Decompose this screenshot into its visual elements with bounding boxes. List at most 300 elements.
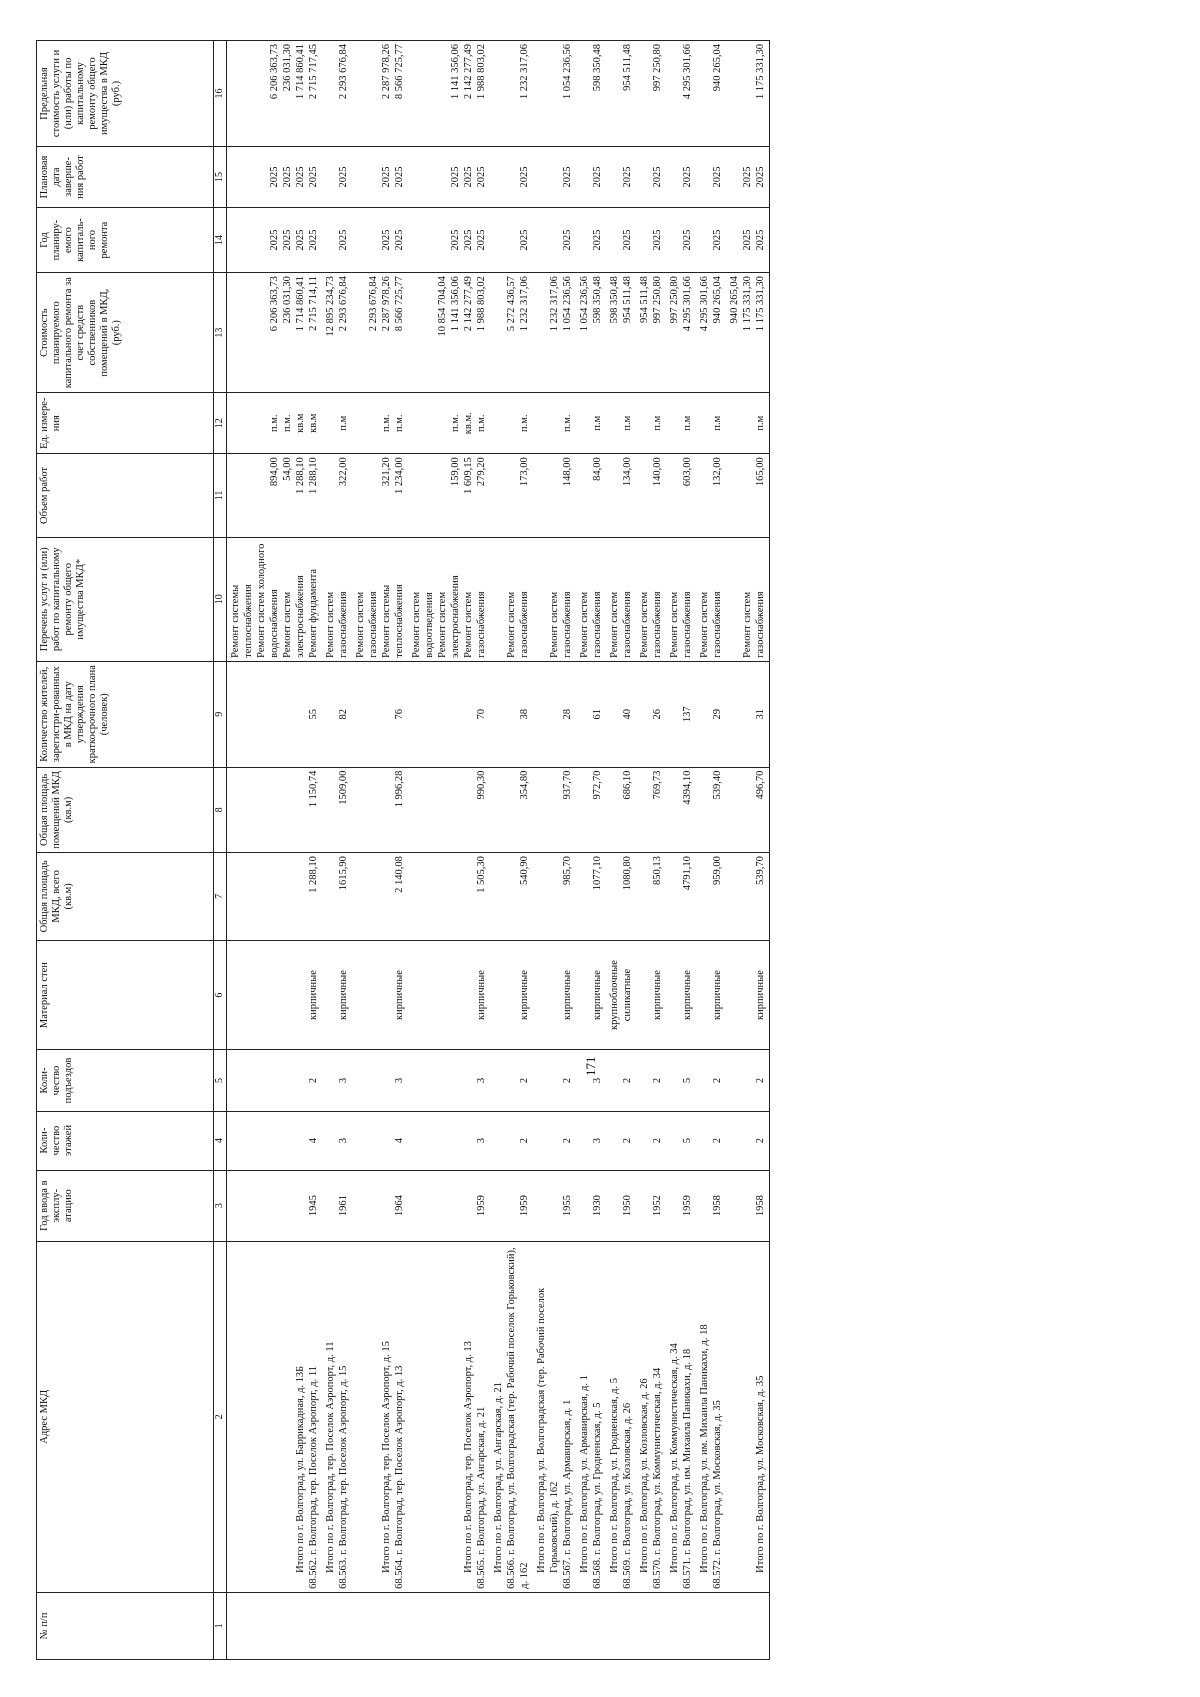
column-number: 7 xyxy=(214,853,227,941)
work-limit: 6 206 363,73 xyxy=(269,44,280,100)
works-list-cell xyxy=(666,537,696,661)
repair-year-cell xyxy=(352,208,408,273)
work-unit: п.м xyxy=(622,415,633,431)
rotated-page xyxy=(36,40,1176,1660)
limit-cost-cell xyxy=(408,41,490,147)
rooms-area-cell: 354,80 xyxy=(490,767,533,852)
work-unit: п.м xyxy=(712,415,723,431)
column-number: 10 xyxy=(214,537,227,661)
work-year: 2025 xyxy=(652,229,663,251)
total-area-cell: 539,70 xyxy=(726,853,770,941)
total-label: Итого по г. Волгоград, тер. Поселок Аэропорт, д. 11 xyxy=(325,1341,336,1573)
work-end: 2025 xyxy=(381,166,392,188)
entrances-cell: 3 xyxy=(408,1050,490,1111)
page-number: 171 xyxy=(583,1056,598,1076)
end-date-cell xyxy=(606,146,636,207)
total-label: Итого по г. Волгоград, ул. Баррикадная, д. 13Б xyxy=(295,1365,306,1573)
floors-cell: 2 xyxy=(490,1111,533,1170)
cost-cell xyxy=(352,273,408,393)
work-volume: 1 288,10 xyxy=(308,457,319,494)
work-end: 2025 xyxy=(622,166,633,188)
object-total-cost: 12 895 234,73 xyxy=(325,276,336,337)
work-name: Ремонт систем электроснабжения xyxy=(437,575,461,658)
end-date-cell xyxy=(636,146,666,207)
floors-cell: 5 xyxy=(666,1111,696,1170)
column-header: Год планиру-емого капиталь-ного ремонта xyxy=(37,208,214,273)
end-date-cell xyxy=(576,146,606,207)
entrances-cell: 2 xyxy=(227,1050,323,1111)
work-year: 2025 xyxy=(308,229,319,251)
capital-repair-table xyxy=(36,40,770,1660)
work-limit: 236 031,30 xyxy=(282,44,293,92)
work-name: Ремонт систем газоснабжения xyxy=(549,591,573,658)
work-end: 2025 xyxy=(592,166,603,188)
work-unit: кв.м xyxy=(308,413,319,433)
work-volume: 279,20 xyxy=(476,457,487,487)
rooms-area-cell: 1509,00 xyxy=(322,767,352,852)
limit-cost-cell xyxy=(666,41,696,147)
table-row xyxy=(726,41,770,1660)
column-header: Материал стен xyxy=(37,940,214,1050)
total-label: Итого по г. Волгоград, ул. Козловская, д. 26 xyxy=(639,1378,650,1573)
column-number: 12 xyxy=(214,393,227,454)
volume-cell xyxy=(322,454,352,537)
column-number: 14 xyxy=(214,208,227,273)
work-volume: 1 234,00 xyxy=(394,457,405,494)
work-limit: 997 250,80 xyxy=(652,44,663,92)
year-built-cell: 1964 xyxy=(352,1170,408,1241)
object-total-cost: 954 511,48 xyxy=(639,276,650,323)
column-header: Объем работ xyxy=(37,454,214,537)
work-cost: 1 232 317,06 xyxy=(519,276,530,332)
work-name: Ремонт систем газоснабжения xyxy=(325,591,349,658)
works-list-cell xyxy=(490,537,533,661)
work-volume: 140,00 xyxy=(652,457,663,487)
item-address: 68.563. г. Волгоград, тер. Поселок Аэропорт, д. 15 xyxy=(338,1365,349,1589)
residents-cell: 82 xyxy=(322,661,352,767)
work-cost: 598 350,48 xyxy=(592,276,603,324)
year-built-cell: 1958 xyxy=(696,1170,726,1241)
floors-cell: 2 xyxy=(636,1111,666,1170)
work-name: Ремонт систем газоснабжения xyxy=(355,591,379,658)
row-number-cell xyxy=(696,1592,726,1659)
work-end: 2025 xyxy=(682,166,693,188)
work-unit: п.м. xyxy=(269,414,280,432)
repair-year-cell xyxy=(726,208,770,273)
work-volume: 173,00 xyxy=(519,457,530,487)
work-name: Ремонт системы теплоснабжения xyxy=(381,584,405,658)
wall-material-cell: кирпичные xyxy=(666,940,696,1050)
column-header: Плановая дата заверше-ния работ xyxy=(37,146,214,207)
cost-cell xyxy=(666,273,696,393)
work-end: 2025 xyxy=(269,166,280,188)
work-cost: 2 287 978,26 xyxy=(381,276,392,332)
unit-cell xyxy=(576,393,606,454)
end-date-cell xyxy=(696,146,726,207)
object-total-cost: 2 293 676,84 xyxy=(368,276,379,332)
total-area-cell: 1077,10 xyxy=(576,853,606,941)
item-address: 68.562. г. Волгоград, тер. Поселок Аэропорт, д. 11 xyxy=(308,1366,319,1589)
work-name: Ремонт систем газоснабжения xyxy=(742,591,766,658)
work-unit: кв.м. xyxy=(463,412,474,435)
column-number: 13 xyxy=(214,273,227,393)
limit-cost-cell xyxy=(322,41,352,147)
unit-cell xyxy=(726,393,770,454)
residents-cell: 38 xyxy=(490,661,533,767)
address-cell xyxy=(576,1241,606,1592)
cost-cell xyxy=(726,273,770,393)
column-header: Количество жителей, зарегистри-рованных в МКД на дату утверждения краткосрочного плана (человек) xyxy=(37,661,214,767)
item-address: 68.567. г. Волгоград, ул. Армавирская, д. 1 xyxy=(562,1399,573,1589)
address-cell xyxy=(533,1241,576,1592)
row-number-cell xyxy=(227,1592,323,1659)
address-cell xyxy=(322,1241,352,1592)
works-list-cell xyxy=(576,537,606,661)
work-cost: 6 206 363,73 xyxy=(269,276,280,332)
work-volume: 894,00 xyxy=(269,457,280,487)
work-unit: п.м. xyxy=(519,414,530,432)
object-total-cost: 598 350,48 xyxy=(609,276,620,324)
work-cost: 940 265,04 xyxy=(712,276,723,324)
object-total-cost: 1 232 317,06 xyxy=(549,276,560,332)
work-name: Ремонт систем водоотведения xyxy=(411,591,435,658)
row-number-cell xyxy=(576,1592,606,1659)
total-area-cell: 1615,90 xyxy=(322,853,352,941)
wall-material-cell: кирпичные xyxy=(696,940,726,1050)
residents-cell: 70 xyxy=(408,661,490,767)
year-built-cell: 1959 xyxy=(490,1170,533,1241)
work-cost: 2 142 277,49 xyxy=(463,276,474,332)
year-built-cell: 1930 xyxy=(576,1170,606,1241)
floors-cell: 2 xyxy=(726,1111,770,1170)
work-limit: 1 714 860,41 xyxy=(295,44,306,100)
floors-cell: 2 xyxy=(696,1111,726,1170)
total-label: Итого по г. Волгоград, ул. Армавирская, д. 1 xyxy=(579,1375,590,1573)
year-built-cell: 1958 xyxy=(726,1170,770,1241)
column-header: Коли-чество подъездов xyxy=(37,1050,214,1111)
work-cost: 236 031,30 xyxy=(282,276,293,324)
work-year: 2025 xyxy=(463,229,474,251)
unit-cell xyxy=(408,393,490,454)
limit-cost-cell xyxy=(726,41,770,147)
end-date-cell xyxy=(533,146,576,207)
work-limit: 2 287 978,26 xyxy=(381,44,392,100)
work-end: 2025 xyxy=(562,166,573,188)
volume-cell xyxy=(352,454,408,537)
wall-material-cell: крупноблочные силикатные xyxy=(606,940,636,1050)
column-header: Перечень услуг и (или) работ по капитальному ремонту общего имущества МКД* xyxy=(37,537,214,661)
column-number: 3 xyxy=(214,1170,227,1241)
work-limit: 4 295 301,66 xyxy=(682,44,693,100)
work-volume: 1 288,10 xyxy=(295,457,306,494)
item-address: 68.570. г. Волгоград, ул. Коммунистическая, д. 34 xyxy=(652,1367,663,1589)
row-number-cell xyxy=(666,1592,696,1659)
repair-year-cell xyxy=(490,208,533,273)
work-unit: п.м xyxy=(338,415,349,431)
rooms-area-cell: 990,30 xyxy=(408,767,490,852)
repair-year-cell xyxy=(666,208,696,273)
work-volume: 84,00 xyxy=(592,457,603,481)
work-name: Ремонт систем газоснабжения xyxy=(699,591,723,658)
work-name: Ремонт фундамента xyxy=(308,569,319,658)
rooms-area-cell: 4394,10 xyxy=(666,767,696,852)
work-year: 2025 xyxy=(592,229,603,251)
work-end: 2025 xyxy=(519,166,530,188)
volume-cell xyxy=(666,454,696,537)
work-end: 2025 xyxy=(652,166,663,188)
entrances-cell: 2 xyxy=(533,1050,576,1111)
work-unit: кв.м xyxy=(295,413,306,433)
total-area-cell: 1 288,10 xyxy=(227,853,323,941)
column-number-row xyxy=(214,41,227,1660)
cost-cell xyxy=(490,273,533,393)
work-limit: 1 232 317,06 xyxy=(519,44,530,100)
item-address: 68.565. г. Волгоград, ул. Ангарская, д. 21 xyxy=(476,1406,487,1589)
work-name: Ремонт систем газоснабжения xyxy=(639,591,663,658)
residents-cell: 137 xyxy=(666,661,696,767)
table-body xyxy=(227,41,770,1660)
work-year: 2025 xyxy=(394,229,405,251)
work-cost: 954 511,48 xyxy=(622,276,633,323)
repair-year-cell xyxy=(227,208,323,273)
work-end: 2025 xyxy=(712,166,723,188)
end-date-cell xyxy=(726,146,770,207)
address-cell xyxy=(636,1241,666,1592)
end-date-cell xyxy=(490,146,533,207)
total-area-cell: 540,90 xyxy=(490,853,533,941)
column-number: 8 xyxy=(214,767,227,852)
limit-cost-cell xyxy=(352,41,408,147)
total-area-cell: 959,00 xyxy=(696,853,726,941)
repair-year-cell xyxy=(576,208,606,273)
floors-cell: 3 xyxy=(322,1111,352,1170)
total-label: Итого по г. Волгоград, ул. Ангарская, д. 21 xyxy=(493,1382,504,1573)
repair-year-cell xyxy=(636,208,666,273)
table-row xyxy=(227,41,323,1660)
volume-cell xyxy=(227,454,323,537)
entrances-cell: 2 xyxy=(636,1050,666,1111)
address-cell xyxy=(726,1241,770,1592)
work-unit: п.м xyxy=(652,415,663,431)
entrances-cell: 2 xyxy=(490,1050,533,1111)
item-address: 68.569. г. Волгоград, ул. Козловская, д. 26 xyxy=(622,1402,633,1589)
item-address: 68.571. г. Волгоград, ул. им. Михаила Паникахи, д. 18 xyxy=(682,1348,693,1589)
table-row xyxy=(322,41,352,1660)
work-end: 2025 xyxy=(463,166,474,188)
residents-cell: 31 xyxy=(726,661,770,767)
unit-cell xyxy=(352,393,408,454)
entrances-cell: 3 xyxy=(322,1050,352,1111)
volume-cell xyxy=(696,454,726,537)
work-year: 2025 xyxy=(742,229,753,251)
work-year: 2025 xyxy=(338,229,349,251)
column-header: Общая площадь помещений МКД (кв.м) xyxy=(37,767,214,852)
table-row xyxy=(352,41,408,1660)
total-area-cell: 985,70 xyxy=(533,853,576,941)
column-number: 1 xyxy=(214,1592,227,1659)
column-number: 6 xyxy=(214,940,227,1050)
work-year: 2025 xyxy=(381,229,392,251)
work-cost: 2 293 676,84 xyxy=(338,276,349,332)
table-row xyxy=(636,41,666,1660)
row-number-cell xyxy=(726,1592,770,1659)
rooms-area-cell: 769,73 xyxy=(636,767,666,852)
work-year: 2025 xyxy=(450,229,461,251)
unit-cell xyxy=(533,393,576,454)
work-year: 2025 xyxy=(295,229,306,251)
total-label: Итого по г. Волгоград, тер. Поселок Аэропорт, д. 13 xyxy=(463,1341,474,1573)
works-list-cell xyxy=(322,537,352,661)
work-year: 2025 xyxy=(682,229,693,251)
total-area-cell: 1080,80 xyxy=(606,853,636,941)
column-number: 5 xyxy=(214,1050,227,1111)
work-limit: 1 054 236,56 xyxy=(562,44,573,100)
column-header: Коли-чество этажей xyxy=(37,1111,214,1170)
trailing-year: 2025 xyxy=(755,229,766,251)
column-header: Адрес МКД xyxy=(37,1241,214,1592)
entrances-cell: 2 xyxy=(726,1050,770,1111)
limit-cost-cell xyxy=(696,41,726,147)
cost-cell xyxy=(576,273,606,393)
floors-cell: 2 xyxy=(606,1111,636,1170)
work-unit: п.м. xyxy=(562,414,573,432)
floors-cell: 3 xyxy=(408,1111,490,1170)
end-date-cell xyxy=(666,146,696,207)
row-number-cell xyxy=(408,1592,490,1659)
column-header: Год ввода в эксплу-атацию xyxy=(37,1170,214,1241)
total-area-cell: 1 505,30 xyxy=(408,853,490,941)
column-header: № п/п xyxy=(37,1592,214,1659)
floors-cell: 3 xyxy=(576,1111,606,1170)
table-row xyxy=(696,41,726,1660)
work-name: Ремонт систем газоснабжения xyxy=(506,591,530,658)
end-date-cell xyxy=(352,146,408,207)
work-end: 2025 xyxy=(295,166,306,188)
repair-year-cell xyxy=(408,208,490,273)
works-list-cell xyxy=(696,537,726,661)
work-name: Ремонт систем газоснабжения xyxy=(579,591,603,658)
volume-cell xyxy=(726,454,770,537)
residents-cell: 29 xyxy=(696,661,726,767)
work-year: 2025 xyxy=(562,229,573,251)
unit-cell xyxy=(636,393,666,454)
end-date-cell xyxy=(227,146,323,207)
works-list-cell xyxy=(533,537,576,661)
trailing-end: 2025 xyxy=(755,166,766,188)
unit-cell xyxy=(666,393,696,454)
total-label: Итого по г. Волгоград, ул. Волгоградская (тер. Рабочий поселок Горьковский), д. 162 xyxy=(536,1287,560,1573)
total-label: Итого по г. Волгоград, ул. Московская, д. 35 xyxy=(755,1375,766,1573)
work-limit: 2 715 717,45 xyxy=(308,44,319,100)
works-list-cell xyxy=(227,537,323,661)
rooms-area-cell: 1 150,74 xyxy=(227,767,323,852)
work-cost: 4 295 301,66 xyxy=(682,276,693,332)
table-row xyxy=(533,41,576,1660)
work-volume: 321,20 xyxy=(381,457,392,487)
entrances-cell: 5 xyxy=(666,1050,696,1111)
work-limit: 1 175 331,30 xyxy=(755,44,766,100)
work-end: 2025 xyxy=(338,166,349,188)
address-cell xyxy=(490,1241,533,1592)
wall-material-cell: кирпичные xyxy=(322,940,352,1050)
work-unit: п.м. xyxy=(394,414,405,432)
table-row xyxy=(490,41,533,1660)
rooms-area-cell: 937,70 xyxy=(533,767,576,852)
repair-year-cell xyxy=(696,208,726,273)
limit-cost-cell xyxy=(636,41,666,147)
wall-material-cell: кирпичные xyxy=(408,940,490,1050)
total-label: Итого по г. Волгоград, ул. Коммунистическая, д. 34 xyxy=(669,1343,680,1573)
object-total-cost: 4 295 301,66 xyxy=(699,276,710,332)
work-unit: п.м. xyxy=(381,414,392,432)
year-built-cell: 1961 xyxy=(322,1170,352,1241)
address-cell xyxy=(696,1241,726,1592)
unit-cell xyxy=(322,393,352,454)
work-volume: 54,00 xyxy=(282,457,293,481)
cost-cell xyxy=(533,273,576,393)
object-total-cost: 1 054 236,56 xyxy=(579,276,590,332)
total-label: Итого по г. Волгоград, ул. им. Михаила Паникахи, д. 18 xyxy=(699,1324,710,1573)
work-year: 2025 xyxy=(282,229,293,251)
work-cost: 8 566 725,77 xyxy=(394,276,405,332)
limit-cost-cell xyxy=(490,41,533,147)
residents-cell: 26 xyxy=(636,661,666,767)
address-cell xyxy=(666,1241,696,1592)
volume-cell xyxy=(408,454,490,537)
wall-material-cell: кирпичные xyxy=(726,940,770,1050)
cost-cell xyxy=(696,273,726,393)
work-end: 2025 xyxy=(308,166,319,188)
address-cell xyxy=(352,1241,408,1592)
column-header: Стоимость планируемого капитального ремонта за счет средств собственников помещений в МКД, (руб.) xyxy=(37,273,214,393)
total-area-cell: 850,13 xyxy=(636,853,666,941)
volume-cell xyxy=(606,454,636,537)
work-cost: 1 988 803,02 xyxy=(476,276,487,332)
row-number-cell xyxy=(490,1592,533,1659)
works-list-cell xyxy=(352,537,408,661)
unit-cell xyxy=(696,393,726,454)
row-number-cell xyxy=(606,1592,636,1659)
item-address: 68.572. г. Волгоград, ул. Московская, д. 35 xyxy=(712,1400,723,1589)
work-name: Ремонт систем газоснабжения xyxy=(669,591,693,658)
cost-cell xyxy=(636,273,666,393)
limit-cost-cell xyxy=(576,41,606,147)
work-unit: п.м xyxy=(755,415,766,431)
row-number-cell xyxy=(636,1592,666,1659)
item-address: 68.568. г. Волгоград, ул. Гродненская, д. 5 xyxy=(592,1402,603,1589)
unit-cell xyxy=(606,393,636,454)
column-header: Предельная стоимость услуги и (или) работы по капитальному ремонту общего имущества в МКД (руб.) xyxy=(37,41,214,147)
year-built-cell: 1959 xyxy=(408,1170,490,1241)
work-cost: 2 715 714,11 xyxy=(308,276,319,331)
work-cost: 1 141 356,06 xyxy=(450,276,461,332)
limit-cost-cell xyxy=(227,41,323,147)
entrances-cell: 3 xyxy=(576,1050,606,1111)
work-end: 2025 xyxy=(282,166,293,188)
object-total-cost: 10 854 704,04 xyxy=(437,276,448,337)
work-year: 2025 xyxy=(622,229,633,251)
column-header: Ед. измере-ния xyxy=(37,393,214,454)
wall-material-cell: кирпичные xyxy=(227,940,323,1050)
works-list-cell xyxy=(606,537,636,661)
entrances-cell: 2 xyxy=(606,1050,636,1111)
entrances-cell: 3 xyxy=(352,1050,408,1111)
address-cell xyxy=(606,1241,636,1592)
unit-cell xyxy=(490,393,533,454)
work-volume: 159,00 xyxy=(450,457,461,487)
work-volume: 132,00 xyxy=(712,457,723,487)
wall-material-cell: кирпичные xyxy=(490,940,533,1050)
